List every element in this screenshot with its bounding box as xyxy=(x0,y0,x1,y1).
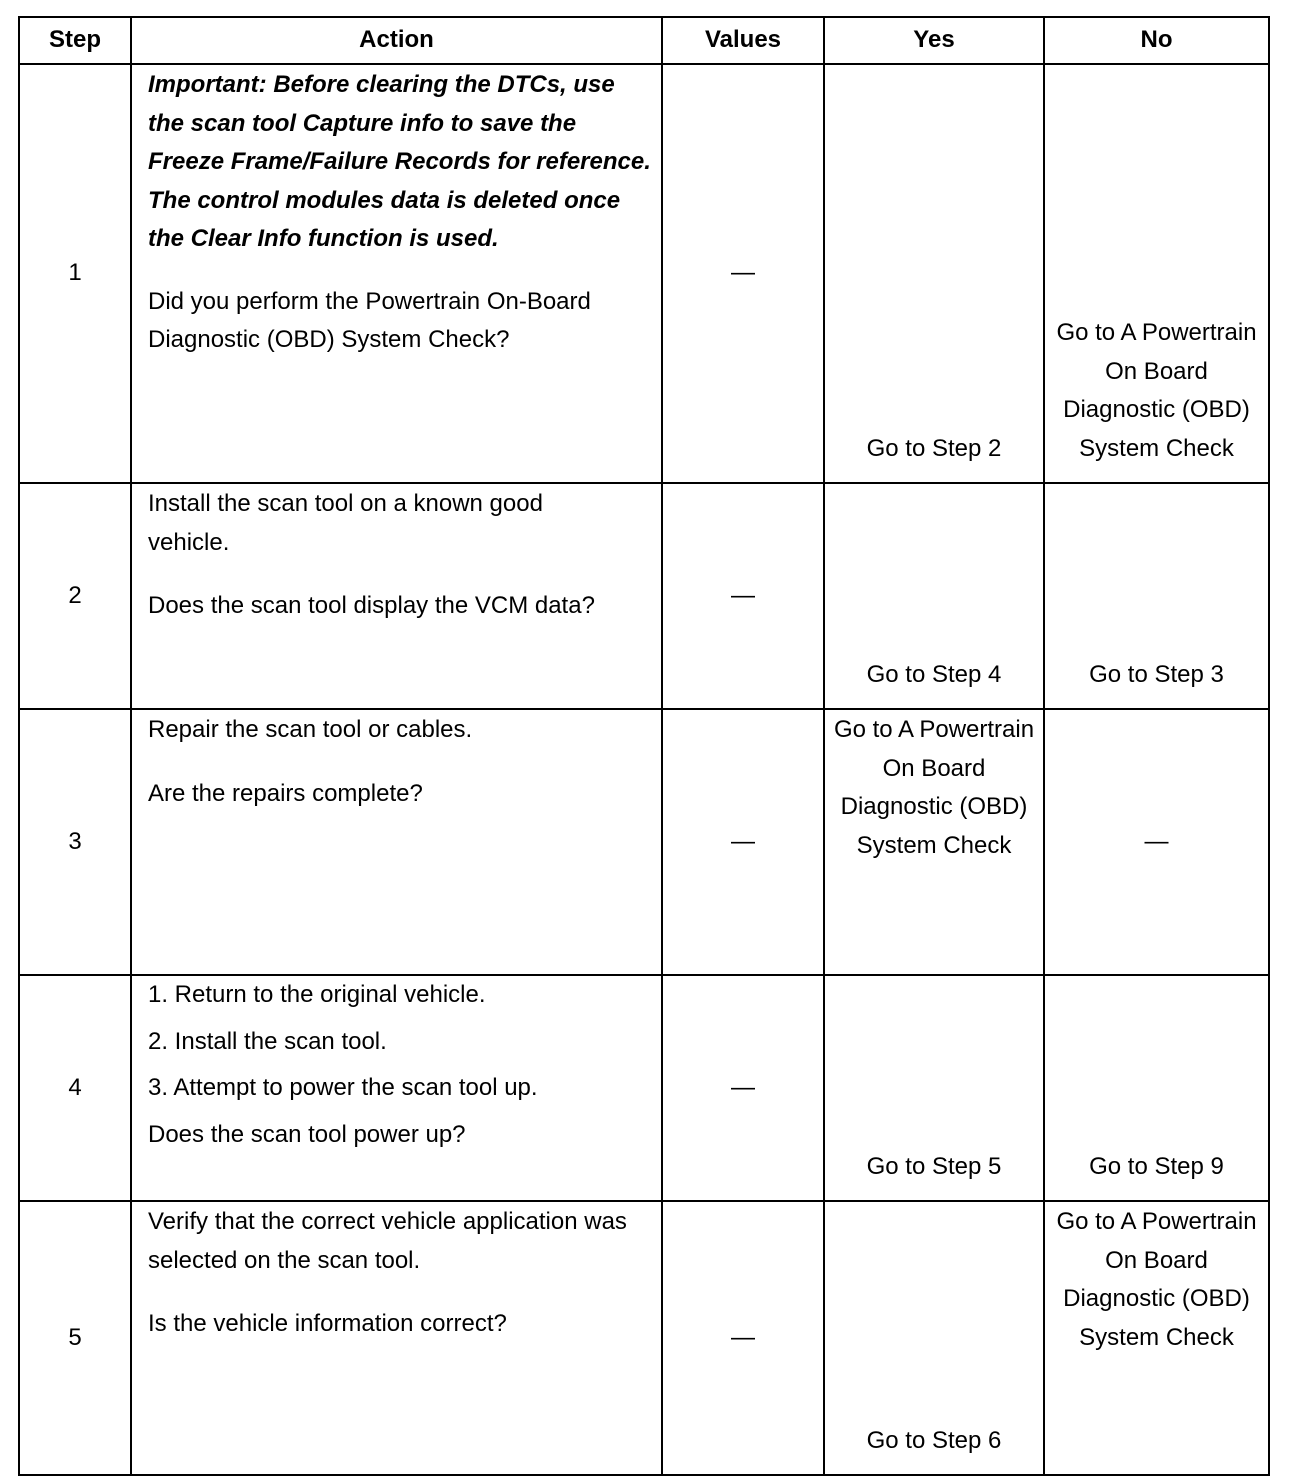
table-row xyxy=(19,709,1269,975)
action-cell xyxy=(131,709,662,975)
values-cell xyxy=(662,1201,824,1475)
no-cell xyxy=(1044,709,1269,975)
values-cell xyxy=(662,483,824,709)
important-note: Important: Before clearing the DTCs, use the scan tool Capture info to save the Freeze Frame/Failure Records for reference. The control modules data is deleted once the Clear Info function is used. xyxy=(148,71,651,252)
action-step-item: 1. Return to the original vehicle. xyxy=(148,981,486,1008)
yes-link[interactable]: Go to Step 5 xyxy=(866,1152,1002,1180)
table-row xyxy=(19,64,1269,483)
yes-cell xyxy=(824,64,1044,483)
yes-cell xyxy=(824,709,1044,975)
step-number: 4 xyxy=(19,975,131,1201)
header-yes: Yes xyxy=(824,17,1044,64)
action-cell xyxy=(131,64,662,483)
step-number: 3 xyxy=(19,709,131,975)
no-cell xyxy=(1044,975,1269,1201)
values-cell xyxy=(662,64,824,483)
no-dash: — xyxy=(1144,827,1169,855)
yes-link[interactable]: Go to Step 6 xyxy=(866,1426,1002,1454)
header-step: Step xyxy=(19,17,131,64)
action-instruction: Repair the scan tool or cables. xyxy=(148,716,473,743)
table-row xyxy=(19,1201,1269,1475)
header-no: No xyxy=(1044,17,1269,64)
values-cell xyxy=(662,975,824,1201)
no-link[interactable]: Go to A Powertrain On Board Diagnostic (OBD) System Check xyxy=(1056,1208,1257,1351)
action-cell xyxy=(131,483,662,709)
no-cell xyxy=(1044,1201,1269,1475)
table-header xyxy=(19,17,1269,64)
diagnostic-table xyxy=(18,16,1270,1476)
action-cell xyxy=(131,1201,662,1475)
yes-link[interactable]: Go to A Powertrain On Board Diagnostic (OBD) System Check xyxy=(833,716,1035,859)
yes-link[interactable]: Go to Step 4 xyxy=(866,660,1002,688)
values-dash: — xyxy=(731,259,755,287)
action-step-item: 3. Attempt to power the scan tool up. xyxy=(148,1074,538,1101)
header-action: Action xyxy=(131,17,662,64)
header-values: Values xyxy=(662,17,824,64)
no-cell xyxy=(1044,64,1269,483)
header-row xyxy=(19,17,1269,64)
yes-cell xyxy=(824,975,1044,1201)
values-dash: — xyxy=(731,581,755,609)
no-cell xyxy=(1044,483,1269,709)
yes-cell xyxy=(824,1201,1044,1475)
no-link[interactable]: Go to Step 3 xyxy=(1089,660,1224,688)
yes-cell xyxy=(824,483,1044,709)
action-instruction: Verify that the correct vehicle application was selected on the scan tool. xyxy=(148,1208,627,1274)
step-number: 1 xyxy=(19,64,131,483)
table-row xyxy=(19,975,1269,1201)
step-number: 5 xyxy=(19,1201,131,1475)
no-link[interactable]: Go to Step 9 xyxy=(1089,1152,1224,1180)
step-number: 2 xyxy=(19,483,131,709)
action-question: Are the repairs complete? xyxy=(148,779,423,807)
values-cell xyxy=(662,709,824,975)
action-question: Does the scan tool display the VCM data? xyxy=(148,592,595,619)
action-step-item: 2. Install the scan tool. xyxy=(148,1027,387,1055)
no-link[interactable]: Go to A Powertrain On Board Diagnostic (OBD) System Check xyxy=(1056,319,1257,462)
action-question: Does the scan tool power up? xyxy=(148,1120,466,1148)
table-row xyxy=(19,483,1269,709)
values-dash: — xyxy=(731,1323,755,1351)
action-instruction: Install the scan tool on a known good vehicle. xyxy=(148,490,543,556)
action-cell xyxy=(131,975,662,1201)
action-question: Is the vehicle information correct? xyxy=(148,1310,507,1337)
yes-link[interactable]: Go to Step 2 xyxy=(866,434,1002,462)
action-question: Did you perform the Powertrain On-Board Diagnostic (OBD) System Check? xyxy=(148,287,591,353)
values-dash: — xyxy=(731,827,755,855)
values-dash: — xyxy=(731,1073,755,1101)
table-body xyxy=(19,64,1269,1475)
